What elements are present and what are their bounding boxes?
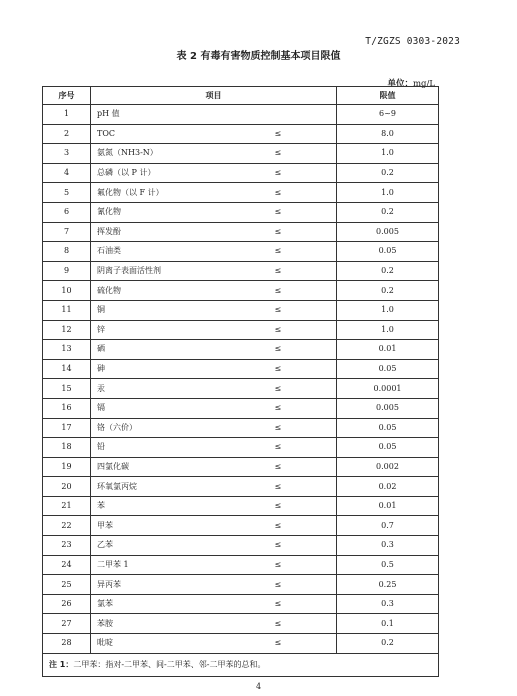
table-row — [43, 124, 439, 144]
table-row — [43, 242, 439, 262]
table-row — [43, 418, 439, 438]
row-number: 25 — [43, 575, 91, 595]
row-operator: ≤ — [275, 438, 337, 458]
note-row — [43, 653, 439, 676]
row-limit: 0.05 — [337, 242, 439, 262]
row-item: 砷 — [91, 359, 275, 379]
table-row — [43, 516, 439, 536]
row-item: 氨氮（NH3-N） — [91, 144, 275, 164]
row-item: 总磷（以 P 计） — [91, 163, 275, 183]
row-limit: 0.005 — [337, 398, 439, 418]
row-operator — [275, 105, 337, 125]
row-operator: ≤ — [275, 300, 337, 320]
row-operator: ≤ — [275, 144, 337, 164]
header-item: 项目 — [91, 87, 337, 105]
row-item: 硫化物 — [91, 281, 275, 301]
row-operator: ≤ — [275, 124, 337, 144]
row-operator: ≤ — [275, 261, 337, 281]
row-item: 汞 — [91, 379, 275, 399]
row-limit: 0.3 — [337, 536, 439, 556]
row-operator: ≤ — [275, 379, 337, 399]
row-limit: 0.01 — [337, 496, 439, 516]
row-number: 9 — [43, 261, 91, 281]
row-number: 22 — [43, 516, 91, 536]
row-number: 3 — [43, 144, 91, 164]
row-operator: ≤ — [275, 202, 337, 222]
row-limit: 1.0 — [337, 300, 439, 320]
table-row — [43, 320, 439, 340]
row-limit: 6~9 — [337, 105, 439, 125]
row-number: 13 — [43, 340, 91, 360]
row-item: 阴离子表面活性剂 — [91, 261, 275, 281]
row-item: 吡啶 — [91, 634, 275, 654]
table-row — [43, 105, 439, 125]
row-limit: 0.01 — [337, 340, 439, 360]
row-operator: ≤ — [275, 222, 337, 242]
row-limit: 0.05 — [337, 418, 439, 438]
row-operator: ≤ — [275, 555, 337, 575]
table-row — [43, 359, 439, 379]
row-operator: ≤ — [275, 477, 337, 497]
row-number: 20 — [43, 477, 91, 497]
row-limit: 0.2 — [337, 634, 439, 654]
row-operator: ≤ — [275, 398, 337, 418]
row-limit: 0.25 — [337, 575, 439, 595]
row-limit: 0.2 — [337, 163, 439, 183]
row-item: 二甲苯 1 — [91, 555, 275, 575]
row-number: 23 — [43, 536, 91, 556]
table-row — [43, 438, 439, 458]
note-text: 二甲苯：指对-二甲苯、间-二甲苯、邻-二甲苯的总和。 — [73, 659, 266, 669]
note-label: 注 1： — [49, 659, 74, 669]
table-row — [43, 496, 439, 516]
table-row — [43, 614, 439, 634]
row-number: 1 — [43, 105, 91, 125]
row-item: pH 值 — [91, 105, 275, 125]
row-limit: 0.002 — [337, 457, 439, 477]
row-limit: 0.05 — [337, 359, 439, 379]
row-number: 28 — [43, 634, 91, 654]
row-operator: ≤ — [275, 594, 337, 614]
row-operator: ≤ — [275, 614, 337, 634]
row-item: 甲苯 — [91, 516, 275, 536]
row-item: 环氧氯丙烷 — [91, 477, 275, 497]
row-limit: 0.02 — [337, 477, 439, 497]
row-item: 铜 — [91, 300, 275, 320]
unit-value: mg/L — [412, 79, 435, 89]
row-limit: 0.2 — [337, 281, 439, 301]
table-row — [43, 183, 439, 203]
row-operator: ≤ — [275, 536, 337, 556]
row-number: 12 — [43, 320, 91, 340]
row-limit: 0.005 — [337, 222, 439, 242]
table-row — [43, 594, 439, 614]
row-item: 异丙苯 — [91, 575, 275, 595]
row-item: 锌 — [91, 320, 275, 340]
row-limit: 0.05 — [337, 438, 439, 458]
row-operator: ≤ — [275, 516, 337, 536]
table-row — [43, 300, 439, 320]
table-row — [43, 477, 439, 497]
row-number: 10 — [43, 281, 91, 301]
row-number: 21 — [43, 496, 91, 516]
standard-code: T/ZGZS 0303-2023 — [365, 36, 460, 47]
row-item: 氯苯 — [91, 594, 275, 614]
table-row — [43, 222, 439, 242]
row-number: 26 — [43, 594, 91, 614]
row-operator: ≤ — [275, 634, 337, 654]
table-title: 表 2 有毒有害物质控制基本项目限值 — [176, 51, 341, 62]
table-row — [43, 634, 439, 654]
table-row — [43, 398, 439, 418]
row-item: 石油类 — [91, 242, 275, 262]
row-operator: ≤ — [275, 457, 337, 477]
row-operator: ≤ — [275, 281, 337, 301]
page-number: 4 — [255, 682, 262, 691]
row-item: 挥发酚 — [91, 222, 275, 242]
table-row — [43, 340, 439, 360]
header-limit: 限值 — [337, 87, 439, 105]
row-number: 18 — [43, 438, 91, 458]
row-limit: 0.2 — [337, 202, 439, 222]
row-number: 6 — [43, 202, 91, 222]
row-item: 铬（六价） — [91, 418, 275, 438]
row-number: 17 — [43, 418, 91, 438]
row-number: 14 — [43, 359, 91, 379]
row-limit: 0.2 — [337, 261, 439, 281]
table-row — [43, 536, 439, 556]
row-number: 27 — [43, 614, 91, 634]
row-number: 8 — [43, 242, 91, 262]
row-limit: 1.0 — [337, 144, 439, 164]
limits-table — [42, 86, 439, 677]
row-limit: 8.0 — [337, 124, 439, 144]
row-item: 氰化物 — [91, 202, 275, 222]
row-item: 四氯化碳 — [91, 457, 275, 477]
row-limit: 0.3 — [337, 594, 439, 614]
row-item: 乙苯 — [91, 536, 275, 556]
table-row — [43, 281, 439, 301]
row-operator: ≤ — [275, 575, 337, 595]
row-operator: ≤ — [275, 320, 337, 340]
header-no: 序号 — [43, 87, 91, 105]
row-limit: 1.0 — [337, 183, 439, 203]
row-item: 苯 — [91, 496, 275, 516]
row-limit: 1.0 — [337, 320, 439, 340]
row-limit: 0.1 — [337, 614, 439, 634]
row-number: 24 — [43, 555, 91, 575]
row-number: 5 — [43, 183, 91, 203]
table-row — [43, 163, 439, 183]
row-number: 11 — [43, 300, 91, 320]
row-operator: ≤ — [275, 340, 337, 360]
unit-label: 单位： — [387, 79, 413, 89]
row-number: 15 — [43, 379, 91, 399]
table-row — [43, 555, 439, 575]
note-cell — [43, 653, 439, 676]
row-item: 硒 — [91, 340, 275, 360]
table-row — [43, 379, 439, 399]
row-operator: ≤ — [275, 496, 337, 516]
table-row — [43, 457, 439, 477]
row-item: 苯胺 — [91, 614, 275, 634]
row-operator: ≤ — [275, 418, 337, 438]
row-item: 镉 — [91, 398, 275, 418]
row-number: 4 — [43, 163, 91, 183]
row-number: 7 — [43, 222, 91, 242]
row-limit: 0.5 — [337, 555, 439, 575]
row-item: TOC — [91, 124, 275, 144]
row-number: 16 — [43, 398, 91, 418]
row-operator: ≤ — [275, 163, 337, 183]
row-operator: ≤ — [275, 359, 337, 379]
row-operator: ≤ — [275, 183, 337, 203]
table-row — [43, 261, 439, 281]
row-item: 氟化物（以 F 计） — [91, 183, 275, 203]
table-row — [43, 202, 439, 222]
row-limit: 0.0001 — [337, 379, 439, 399]
table-row — [43, 144, 439, 164]
row-number: 2 — [43, 124, 91, 144]
row-limit: 0.7 — [337, 516, 439, 536]
row-item: 铅 — [91, 438, 275, 458]
table-header-row — [43, 87, 439, 105]
row-number: 19 — [43, 457, 91, 477]
table-row — [43, 575, 439, 595]
row-operator: ≤ — [275, 242, 337, 262]
